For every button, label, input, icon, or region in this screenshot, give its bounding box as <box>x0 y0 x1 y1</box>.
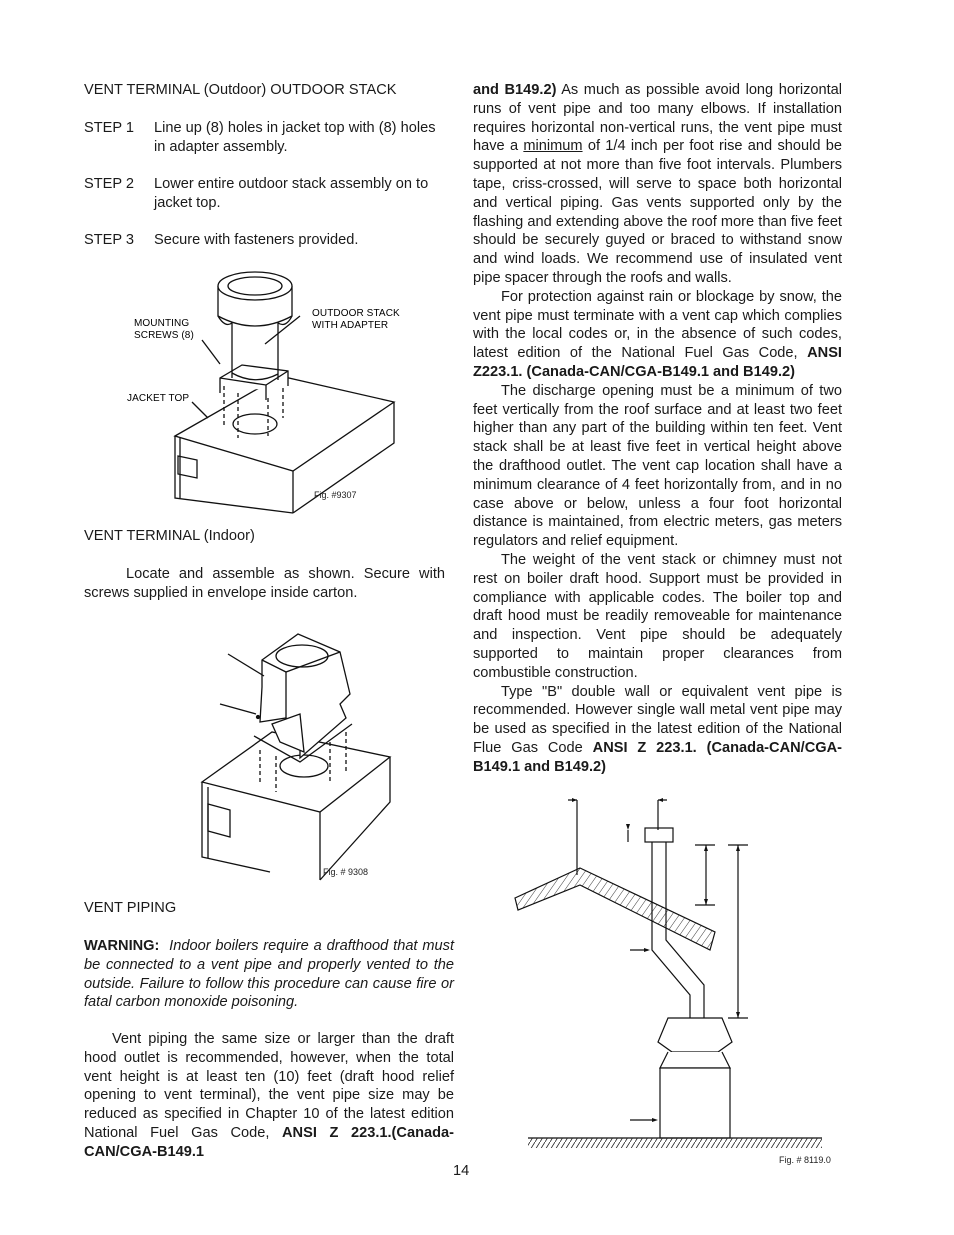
paragraph-3: The discharge opening must be a minimum of two feet vertically from the roof surface and at least two feet higher than any part of the building within ten feet. Vent stack shall be at least five feet in vertical height above the drafthood outlet. The vent cap location shall have a minimum clearance of 4 feet horizontally from, and in no case above or below, unless a four foot horizontal distance is maintained, from electric meters, gas meters regulators and relief equipment. <box>473 382 842 550</box>
piping-code-ref: ANSI Z 223.1.(Canada-CAN/CGA-B149.1 <box>84 1124 454 1160</box>
p1-text-a: As much as possible avoid long horizontal runs of vent pipe and too many elbows. If installation requires horizontal non-vertical runs, the vent pipe must have a <box>473 82 843 155</box>
label-outdoor-stack: OUTDOOR STACK WITH ADAPTER <box>312 308 400 331</box>
step-2 <box>84 175 464 215</box>
p5-text: Type "B" double wall or equivalent vent pipe is recommended. However single wall metal vent pipe may be used as specified in the latest edition of the National Flue Gas Code <box>473 683 842 756</box>
paragraph-4: The weight of the vent stack or chimney must not rest on boiler draft hood. Support must be provided in compliance with applicable codes. The boiler top and draft hood must be readily removeable for maintenance and inspection. Vent pipe should be adequately supported to maintain proper clearances from combustible construction. <box>473 551 842 681</box>
label-mounting-screws: MOUNTING SCREWS (8) <box>134 318 194 341</box>
p1-code-ref: and B149.2) <box>473 82 557 98</box>
step-text: Secure with fasteners provided. <box>154 232 359 248</box>
paragraph-5 <box>473 683 842 777</box>
warning-text: Indoor boilers require a drafthood that must be connected to a vent pipe and properly vented to the outside. Failure to follow this procedure can cause fire or fatal carbon monoxide poisoning. <box>84 938 454 1011</box>
outdoor-heading: VENT TERMINAL (Outdoor) OUTDOOR STACK <box>84 82 397 98</box>
label-jacket-top: JACKET TOP <box>127 393 190 404</box>
piping-text: Vent piping the same size or larger than the draft hood outlet is recommended, however, when the total vent height is at least ten (10) feet (draft hood relief opening to vent terminal), the vent pipe size may be reduced as specified in Chapter 10 of the latest edition National Fuel Gas Code, <box>84 1031 454 1141</box>
p1-underline: minimum <box>523 138 583 155</box>
fig1-caption: Fig. #9307 <box>314 490 357 500</box>
step-number: STEP 1 <box>84 120 135 136</box>
figure-draft-hood <box>200 632 400 882</box>
indoor-text: Locate and assemble as shown. Secure with screws supplied in envelope inside carton. <box>84 566 445 601</box>
p1-text-b: of 1/4 inch per foot rise and should be supported at not more than five foot intervals. Plumbers tape, criss-crossed, will serve to space both horizontal and vertical piping. Gas vents supported only by the flashing and extending above the roof more than five feet should be securely guyed or braced to withstand snow and wind loads. We recommend use of insulated vent pipe spacer through the roofs and walls. <box>473 138 842 286</box>
figure-outdoor-stack <box>120 268 420 513</box>
paragraph-2 <box>473 288 842 382</box>
fig2-caption: Fig. # 9308 <box>323 867 369 877</box>
page-number: 14 <box>453 1163 470 1179</box>
fig3-caption: Fig. # 8119.0 <box>779 1155 831 1165</box>
indoor-heading: VENT TERMINAL (Indoor) <box>84 528 255 544</box>
step-number: STEP 2 <box>84 176 135 192</box>
figure-vent-roof <box>510 790 840 1160</box>
p5-code-ref: ANSI Z 223.1. (Canada-CAN/CGA-B149.1 and B149.2) <box>473 739 843 775</box>
step-text: Lower entire outdoor stack assembly on to jacket top. <box>154 176 429 211</box>
step-number: STEP 3 <box>84 232 135 248</box>
step-3 <box>84 231 464 251</box>
right-column <box>473 81 842 776</box>
step-text: Line up (8) holes in jacket top with (8) holes in adapter assembly. <box>154 120 436 155</box>
warning-label: WARNING: <box>84 938 160 954</box>
paragraph-1 <box>473 81 842 288</box>
p2-text: For protection against rain or blockage by snow, the vent pipe must terminate with a vent cap which complies with the local codes or, in the absence of such codes, latest edition of the National Fuel Gas Code, <box>473 288 842 362</box>
p2-code-ref: ANSI Z223.1. (Canada-CAN/CGA-B149.1 and B149.2) <box>473 345 842 380</box>
piping-heading: VENT PIPING <box>84 900 177 916</box>
step-1 <box>84 119 464 159</box>
piping-paragraph <box>84 1030 454 1162</box>
warning-paragraph <box>84 937 454 1012</box>
